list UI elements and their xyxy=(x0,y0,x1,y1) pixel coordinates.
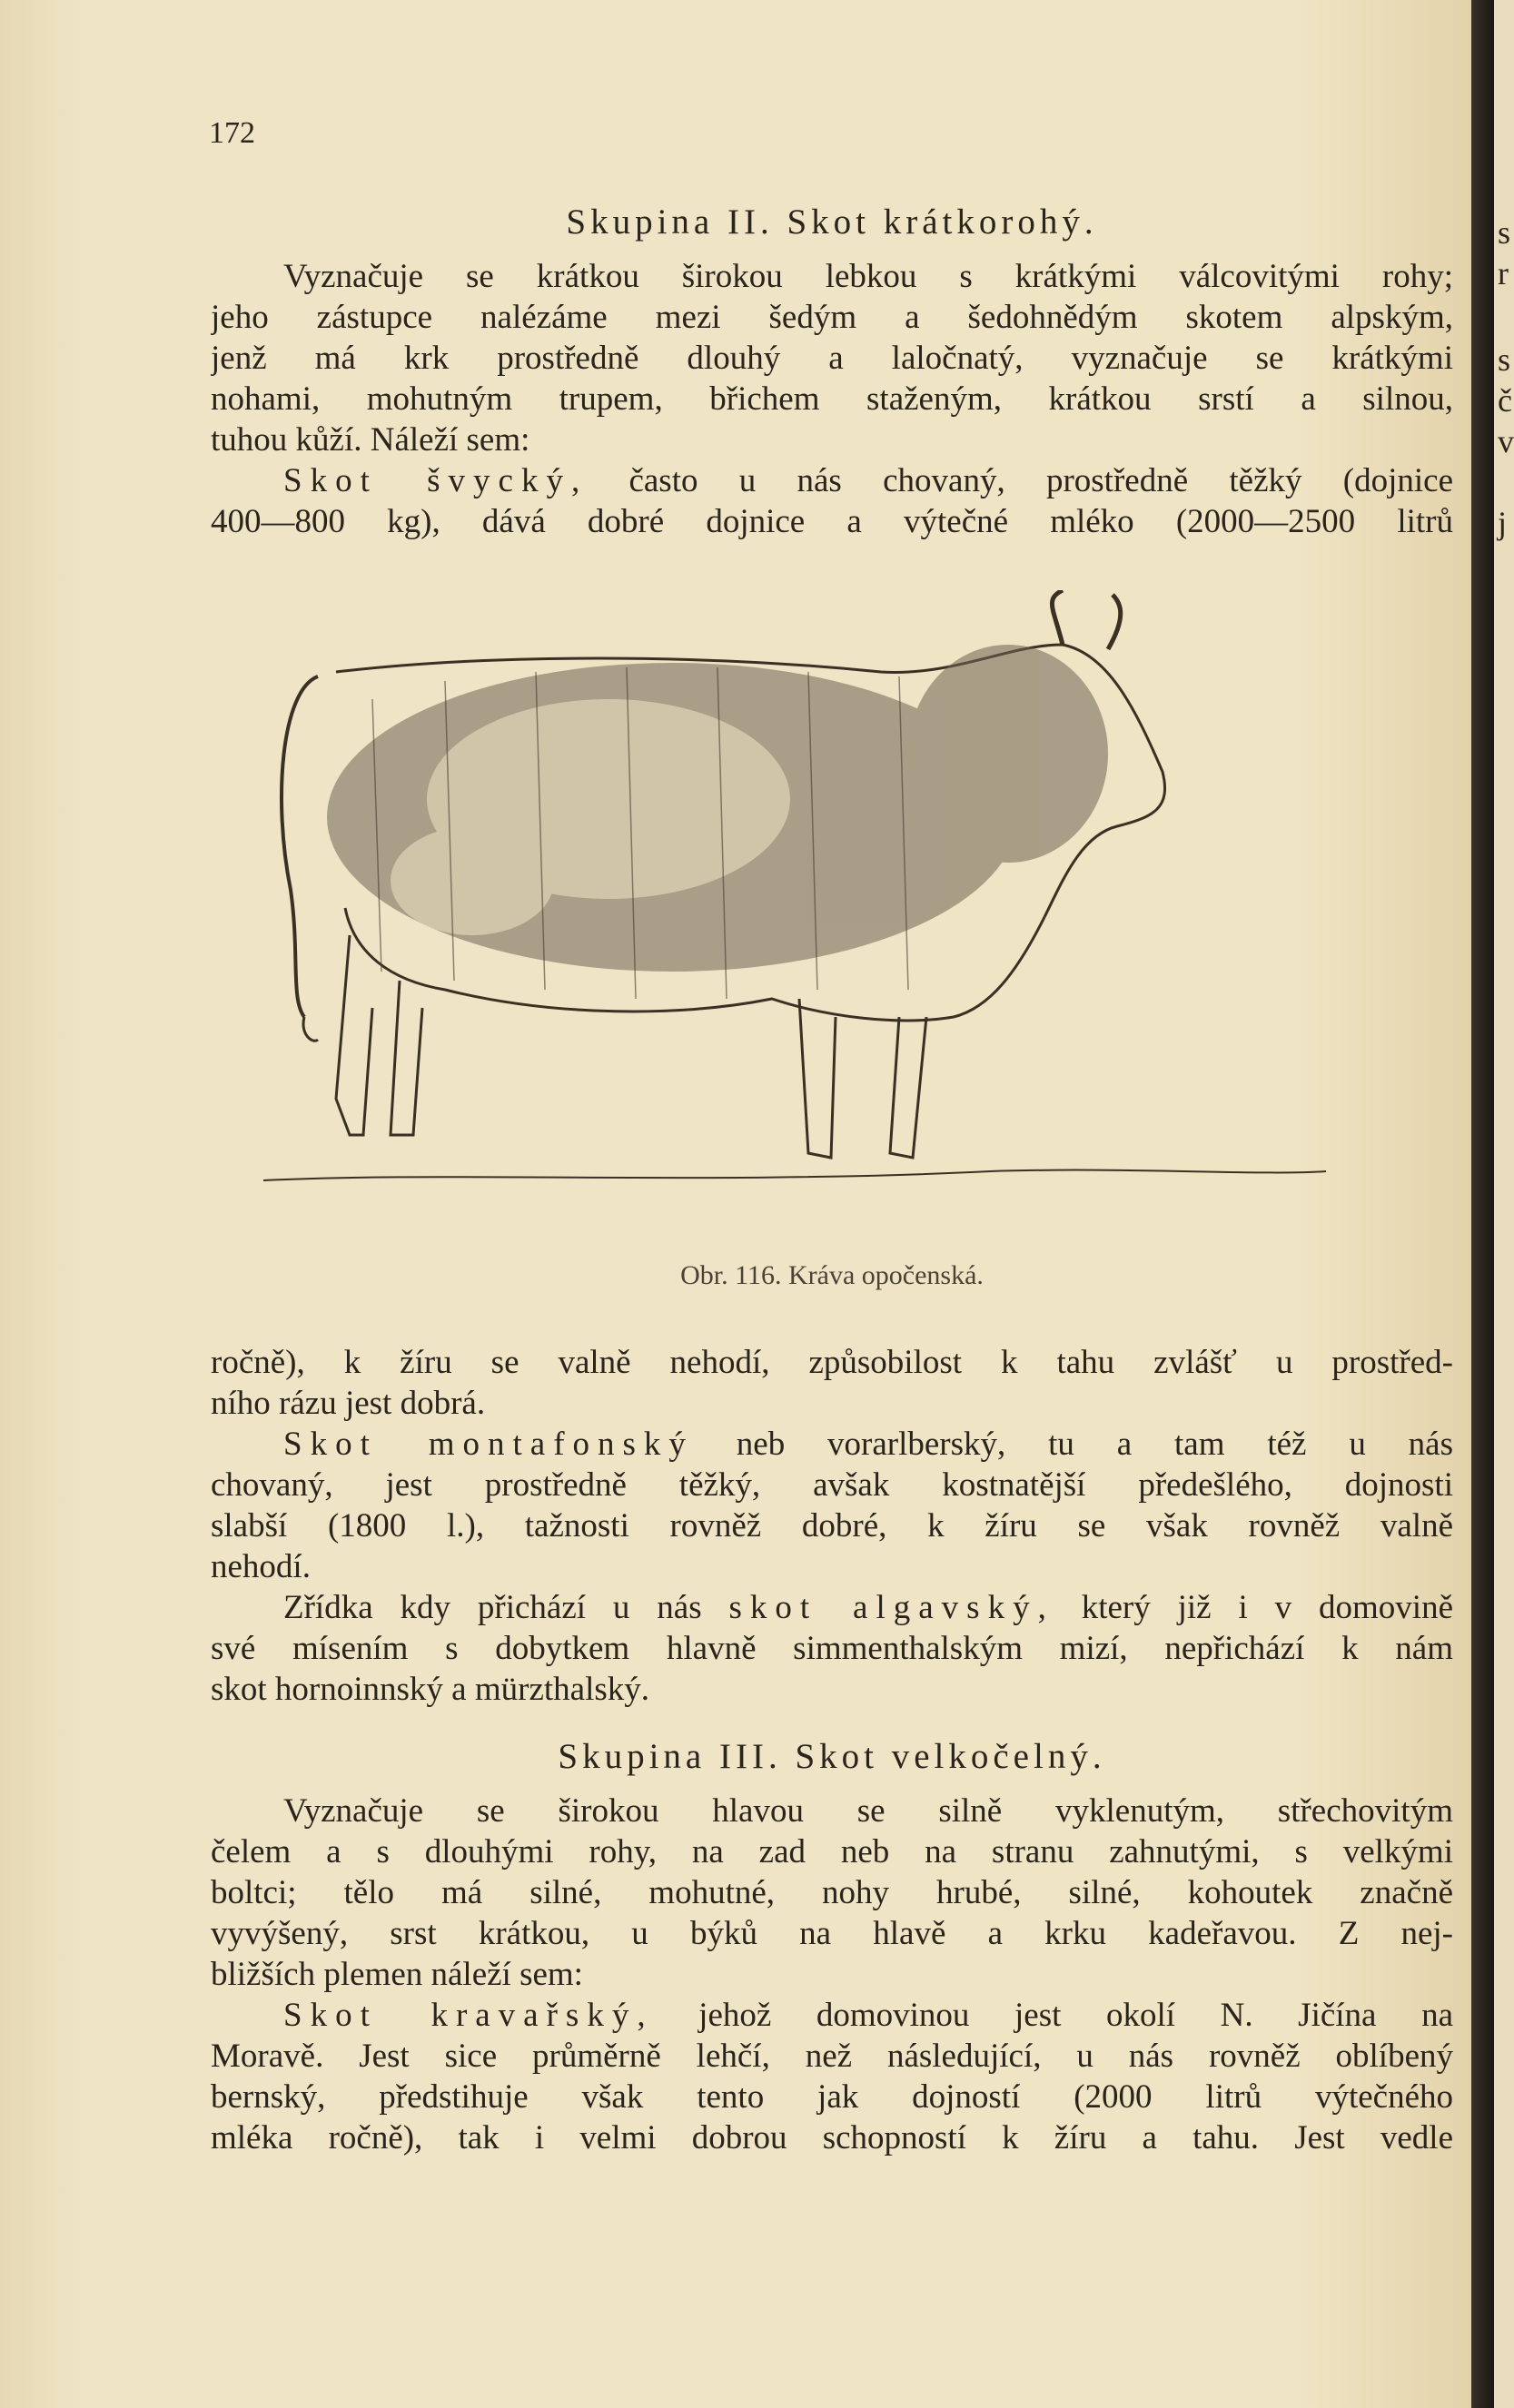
text-line: mléka ročně), tak i velmi dobrou schopností k žíru a tahu. Jest vedle xyxy=(211,2119,1453,2156)
text-line: čelem a s dlouhými rohy, na zad neb na stranu zahnutými, s velkými xyxy=(211,1833,1453,1870)
adjacent-page-edge xyxy=(1494,0,1514,2408)
text-line: slabší (1800 l.), tažnosti rovněž dobré, k žíru se však rovněž valně xyxy=(211,1507,1453,1544)
text-line: jenž má krk prostředně dlouhý a laločnatý, vyznačuje se krátkými xyxy=(211,340,1453,377)
text-line xyxy=(211,1995,1453,2036)
text-line: bližších plemen náleží sem: xyxy=(211,1956,583,1993)
text-line: jeho zástupce nalézáme mezi šedým a šedohnědým skotem alpským, xyxy=(211,299,1453,336)
paragraph-group-3-description xyxy=(211,1791,1453,1995)
section-heading-group-3: Skupina III. Skot velkočelný. xyxy=(558,1737,1106,1776)
text-line: nohami, mohutným trupem, břichem staženým, krátkou srstí a silnou, xyxy=(211,380,1453,418)
next-page-fragment: č xyxy=(1498,382,1512,419)
paragraph-swiss-cattle-continued xyxy=(211,1342,1453,1424)
text-line: tuhou kůží. Náleží sem: xyxy=(211,421,530,459)
text-span: který již i v domovině xyxy=(1054,1589,1453,1626)
text-line: boltci; tělo má silné, mohutné, nohy hrubé, silné, kohoutek značně xyxy=(211,1874,1453,1911)
paragraph-kravarsky-cattle xyxy=(211,1995,1453,2158)
text-line: skot hornoinnský a mürzthalský. xyxy=(211,1671,650,1708)
page-number: 172 xyxy=(209,116,255,150)
next-page-fragment: s xyxy=(1498,214,1511,251)
text-line: Moravě. Jest sice průměrně lehčí, než následující, u nás rovněž oblíbený xyxy=(211,2038,1453,2075)
figure-caption: Obr. 116. Kráva opočenská. xyxy=(680,1260,984,1290)
next-page-fragment: s xyxy=(1498,341,1511,378)
text-line: vyvýšený, srst krátkou, u býků na hlavě a krku kadeřavou. Z nej- xyxy=(211,1915,1453,1952)
breed-term: Skot švycký, xyxy=(283,462,589,499)
section-heading-group-2: Skupina II. Skot krátkorohý. xyxy=(566,202,1098,242)
breed-term: Skot montafonský xyxy=(283,1426,694,1463)
text-line xyxy=(211,460,1453,501)
text-line xyxy=(211,1587,1453,1628)
text-line: bernský, předstihuje však tento jak dojností (2000 litrů výtečného xyxy=(211,2078,1453,2116)
cow-illustration xyxy=(263,590,1335,1244)
text-span: neb vorarlberský, tu a tam též u nás xyxy=(693,1426,1453,1463)
paragraph-swiss-cattle xyxy=(211,460,1453,542)
book-spine xyxy=(1471,0,1494,2408)
text-line: ročně), k žíru se valně nehodí, způsobilost k tahu zvlášť u prostřed- xyxy=(211,1344,1453,1381)
text-line: ního rázu jest dobrá. xyxy=(211,1385,486,1422)
breed-term: skot algavský, xyxy=(728,1589,1054,1626)
text-line: chovaný, jest prostředně těžký, avšak kostnatější předešlého, dojnosti xyxy=(211,1466,1453,1504)
text-line: 400—800 kg), dává dobré dojnice a výtečné mléko (2000—2500 litrů xyxy=(211,503,1453,540)
paragraph-montafon-cattle xyxy=(211,1424,1453,1587)
text-line: Vyznačuje se krátkou širokou lebkou s krátkými válcovitými rohy; xyxy=(283,258,1453,295)
text-span: Zřídka kdy přichází u nás xyxy=(283,1589,729,1626)
text-line xyxy=(211,1424,1453,1465)
breed-term: Skot kravařský, xyxy=(283,1997,654,2034)
paragraph-allgau-cattle xyxy=(211,1587,1453,1710)
next-page-fragment: j xyxy=(1498,505,1508,541)
text-line: nehodí. xyxy=(211,1548,311,1585)
text-span: často u nás chovaný, prostředně těžký (dojnice xyxy=(588,462,1453,499)
text-span: jehož domovinou jest okolí N. Jičína na xyxy=(653,1997,1453,2034)
paragraph-group-2-description xyxy=(211,256,1453,460)
text-line: Vyznačuje se širokou hlavou se silně vyklenutým, střechovitým xyxy=(283,1792,1453,1830)
next-page-fragment: v xyxy=(1498,423,1514,459)
text-line: své mísením s dobytkem hlavně simmenthalským mizí, nepřichází k nám xyxy=(211,1630,1453,1667)
next-page-fragment: r xyxy=(1498,255,1509,291)
